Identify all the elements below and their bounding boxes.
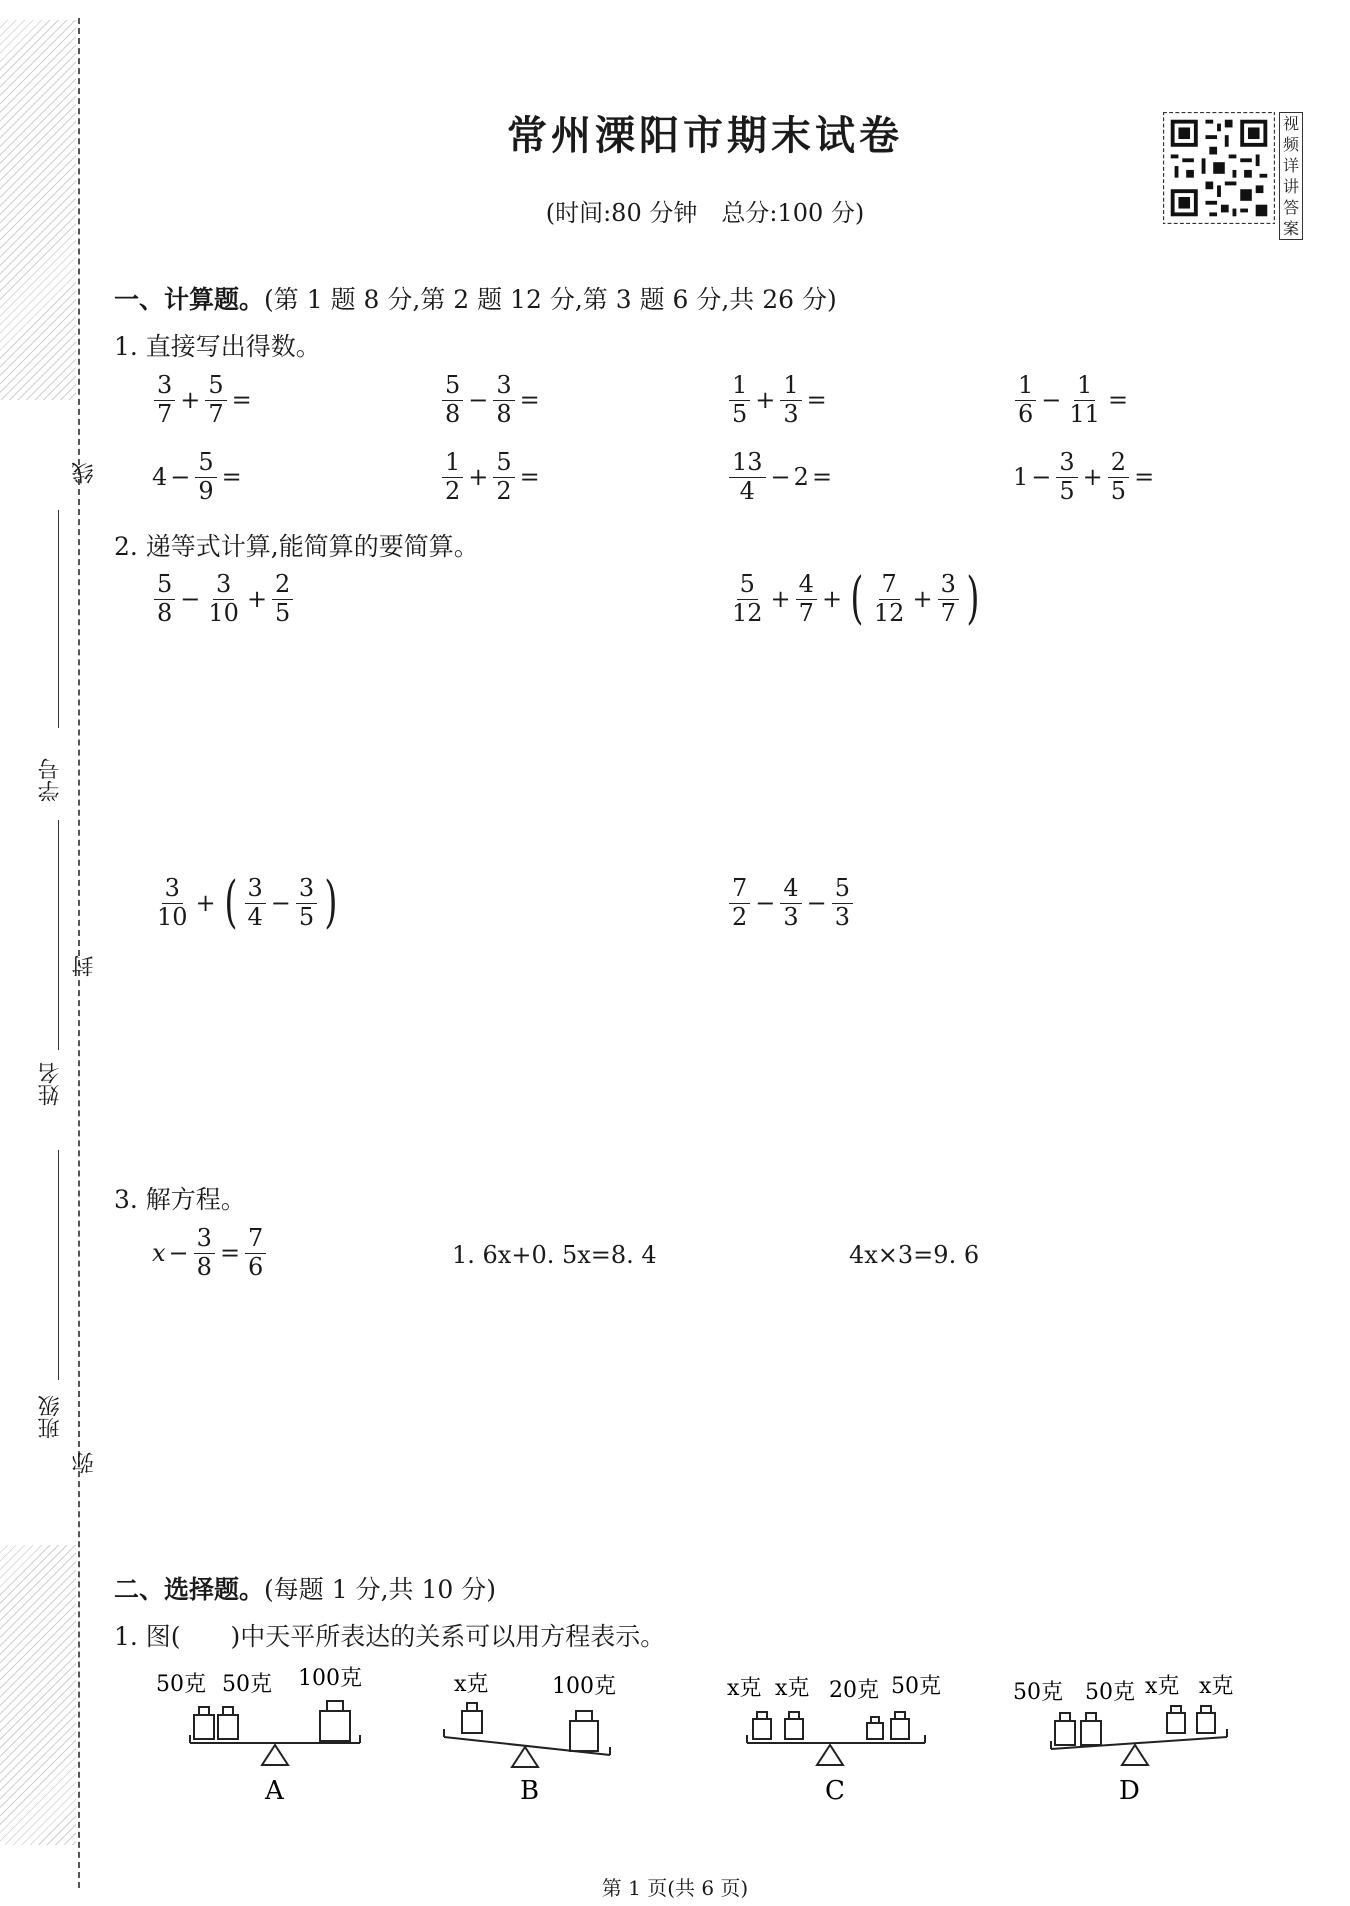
student-number-blank bbox=[58, 510, 59, 728]
scale-d-right-label-2: x克 bbox=[1199, 1674, 1234, 1699]
section2-heading bbox=[114, 1570, 496, 1606]
calc-item-5: 4 − $\frac{5}{9}$ = bbox=[152, 448, 242, 505]
name-label: 姓名 bbox=[38, 1062, 63, 1106]
section1-heading bbox=[114, 280, 837, 316]
section2-points: (每题 1 分,共 10 分) bbox=[264, 1575, 496, 1604]
name-blank-line bbox=[58, 820, 59, 1050]
cut-label-line: 线 bbox=[72, 462, 97, 484]
section1-points: (第 1 题 8 分,第 2 题 12 分,第 3 题 6 分,共 26 分) bbox=[264, 285, 837, 314]
calc-item-7: $\frac{13}{4}$ − 2 = bbox=[727, 449, 835, 505]
balance-scale-icon bbox=[725, 1665, 965, 1805]
calc-item-1: $\frac{3}{7}$ + $\frac{5}{7}$ = bbox=[152, 372, 255, 428]
question-1-1: 1. 直接写出得数。 bbox=[114, 332, 321, 361]
scale-c-right-label-2: 50克 bbox=[891, 1674, 941, 1699]
stepcalc-item-3: $\frac{3}{10}$ + ( $\frac{3}{4}$ − $\frac{3}{5}$ ) bbox=[157, 870, 338, 936]
balance-scale-icon bbox=[1013, 1665, 1253, 1805]
scale-b-right-label: 100克 bbox=[552, 1674, 616, 1699]
exam-time-score: (时间:80 分钟 总分:100 分) bbox=[545, 199, 865, 227]
stepcalc-item-2: $\frac{5}{12}$ + $\frac{4}{7}$ + ( $\frac{7}{12}$ + $\frac{3}{7}$ ) bbox=[732, 566, 980, 632]
question-1-3: 3. 解方程。 bbox=[114, 1185, 246, 1214]
scale-c-left-label-1: x克 bbox=[727, 1676, 762, 1701]
scale-b-option: B bbox=[520, 1776, 540, 1805]
scale-d-left-label-2: 50克 bbox=[1085, 1680, 1135, 1705]
question-1-2: 2. 递等式计算,能简算的要简算。 bbox=[114, 532, 479, 561]
scale-a-left-label-2: 50克 bbox=[222, 1672, 272, 1697]
qr-code-label: 视频详讲答案 bbox=[1279, 112, 1303, 240]
scale-d-option: D bbox=[1119, 1776, 1140, 1805]
scale-a-right-label: 100克 bbox=[298, 1666, 362, 1691]
calc-item-6: $\frac{1}{2}$ + $\frac{5}{2}$ = bbox=[440, 449, 543, 505]
scale-c-right-label-1: 20克 bbox=[829, 1678, 879, 1703]
calc-item-2: $\frac{5}{8}$ − $\frac{3}{8}$ = bbox=[440, 372, 543, 428]
scale-c-left-label-2: x克 bbox=[775, 1676, 810, 1701]
stepcalc-item-1: $\frac{5}{8}$ − $\frac{3}{10}$ + $\frac{2}{5}$ bbox=[152, 571, 295, 627]
scale-a-option: A bbox=[265, 1776, 284, 1805]
scale-d-left-label-1: 50克 bbox=[1013, 1680, 1063, 1705]
scale-b-left-label: x克 bbox=[454, 1672, 489, 1697]
cut-label-mi: 弥 bbox=[72, 1452, 97, 1474]
equation-1: x − $\frac{3}{8}$ = $\frac{7}{6}$ bbox=[152, 1225, 268, 1281]
scale-a-left-label-1: 50克 bbox=[156, 1672, 206, 1697]
class-label: 班级 bbox=[38, 1395, 63, 1439]
calc-item-8: 1 − $\frac{3}{5}$ + $\frac{2}{5}$ = bbox=[1013, 448, 1155, 505]
qr-code-icon[interactable] bbox=[1163, 112, 1275, 224]
section1-title: 一、计算题。 bbox=[114, 285, 265, 314]
class-blank-line bbox=[58, 1150, 59, 1380]
calc-item-4: $\frac{1}{6}$ − $\frac{1}{11}$ = bbox=[1013, 372, 1131, 428]
page-title: 常州溧阳市期末试卷 bbox=[507, 113, 903, 159]
scale-c-option: C bbox=[825, 1776, 845, 1805]
equation-2: 1. 6x+0. 5x=8. 4 bbox=[452, 1241, 657, 1269]
cut-label-feng: 封 bbox=[72, 955, 97, 977]
balance-scale-icon bbox=[150, 1665, 380, 1805]
scale-d-right-label-1: x克 bbox=[1145, 1674, 1180, 1699]
equation-3: 4x×3=9. 6 bbox=[849, 1241, 980, 1269]
question-2-1: 1. 图( )中天平所表达的关系可以用方程表示。 bbox=[114, 1622, 666, 1651]
page-number: 第 1 页(共 6 页) bbox=[601, 1876, 749, 1900]
section2-title: 二、选择题。 bbox=[114, 1575, 265, 1604]
binding-hatch-bottom bbox=[0, 1545, 76, 1845]
binding-cut-line bbox=[78, 18, 80, 1888]
stepcalc-item-4: $\frac{7}{2}$ − $\frac{4}{3}$ − $\frac{5}{3}$ bbox=[727, 875, 855, 931]
calc-item-3: $\frac{1}{5}$ + $\frac{1}{3}$ = bbox=[727, 372, 830, 428]
balance-scale-icon bbox=[440, 1665, 670, 1805]
student-number-label: 学号 bbox=[38, 758, 63, 802]
